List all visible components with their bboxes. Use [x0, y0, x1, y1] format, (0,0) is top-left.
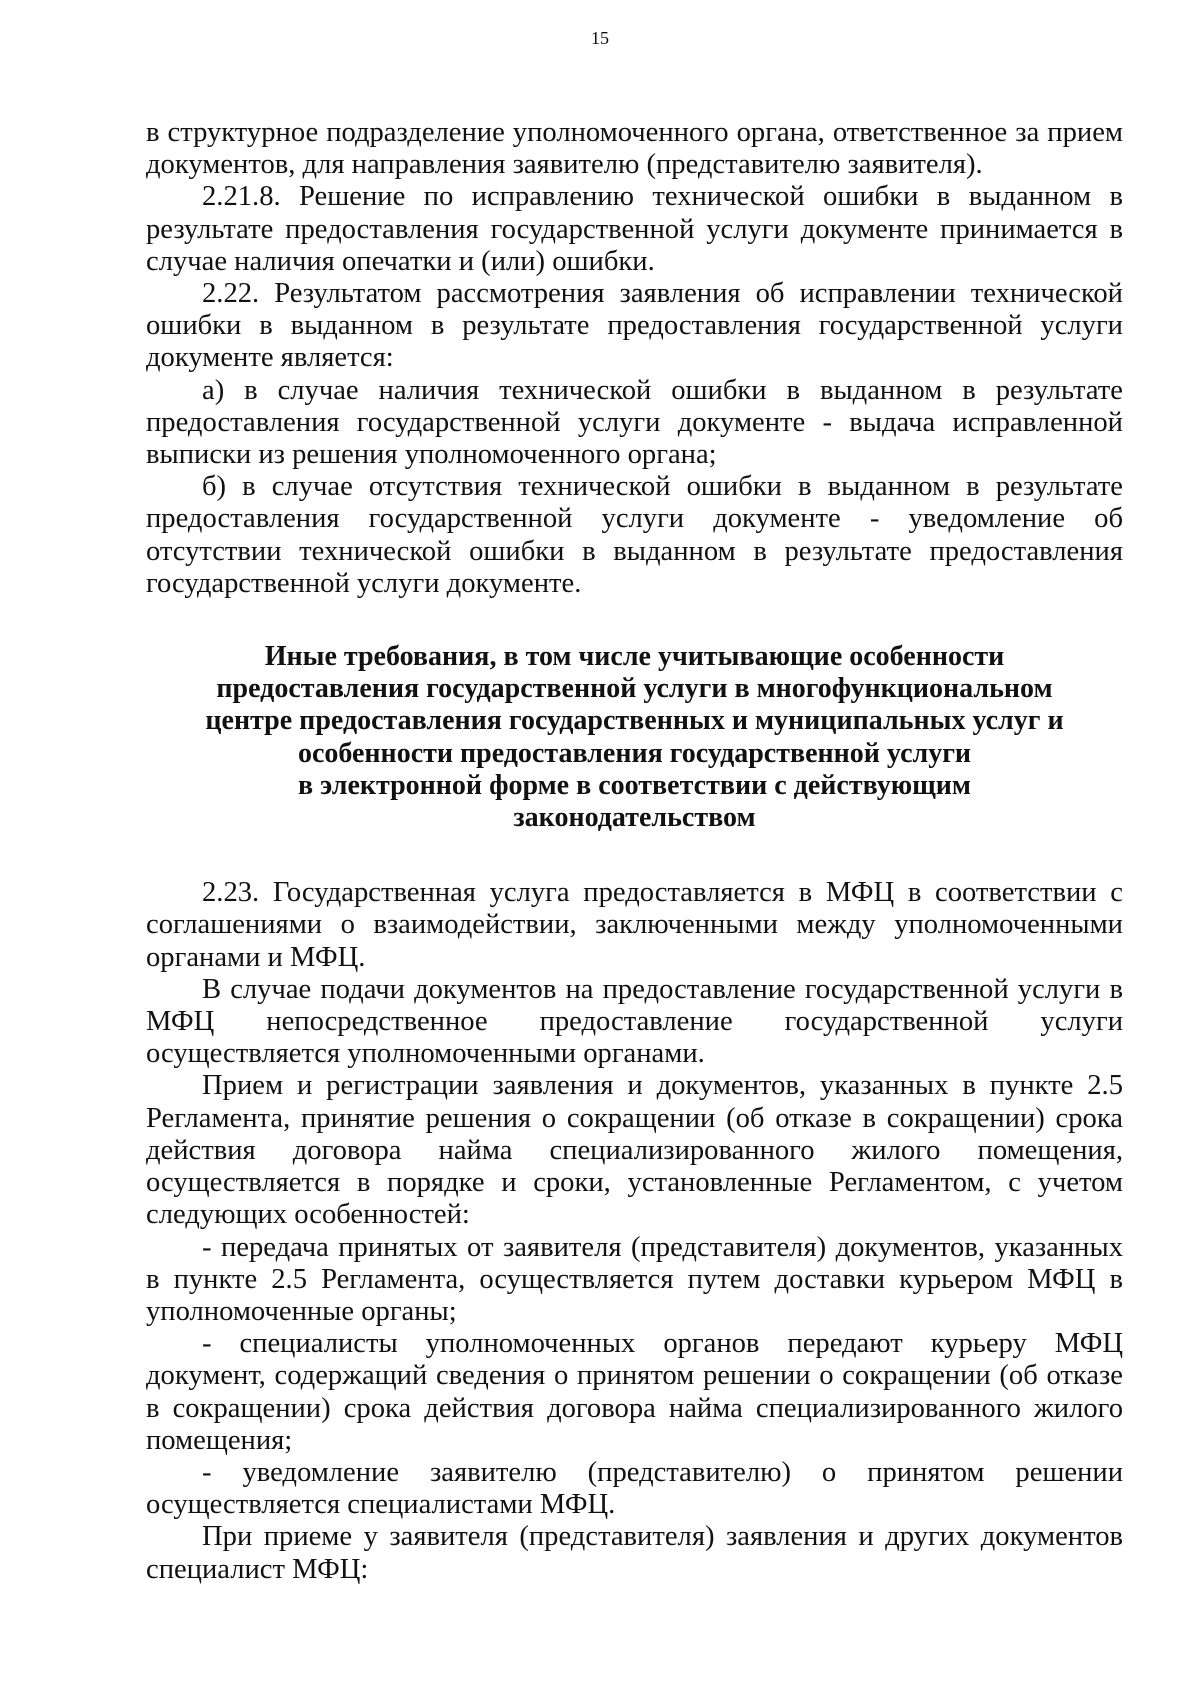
paragraph-mfc-specialist: При приеме у заявителя (представителя) заявления и других документов специалист МФЦ: — [146, 1521, 1123, 1585]
list-item-courier-delivery: - передача принятых от заявителя (представителя) документов, указанных в пункте 2.5 Регламента, осуществляется путем доставки курьером МФЦ в уполномоченные органы; — [146, 1231, 1123, 1327]
heading-line: в электронной форме в соответствии с действующим — [298, 769, 971, 801]
heading-line: особенности предоставления государственной услуги — [297, 737, 972, 769]
heading-line: Иные требования, в том числе учитывающие особенности — [264, 641, 1005, 673]
section-heading — [146, 641, 1123, 834]
heading-line: предоставления государственной услуги в многофункциональном — [216, 673, 1053, 705]
paragraph-reception-registration: Прием и регистрации заявления и документов, указанных в пункте 2.5 Регламента, принятие решения о сокращении (об отказе в сокращении) срока действия договора найма специализированного жилого помещения, осуществляется в порядке и сроки, установленные Регламентом, с учетом следующих особенностей: — [146, 1070, 1123, 1231]
paragraph-mfc-submission: В случае подачи документов на предоставление государственной услуги в МФЦ непосредственное предоставление государственной услуги осуществляется уполномоченными органами. — [146, 973, 1123, 1070]
paragraph-item-a: а) в случае наличия технической ошибки в выданном в результате предоставления государственной услуги документе - выдача исправленной выписки из решения уполномоченного органа; — [146, 374, 1123, 471]
paragraph-item-b: б) в случае отсутствия технической ошибки в выданном в результате предоставления государственной услуги документе - уведомление об отсутствии технической ошибки в выданном в результате предоставления государственной услуги документе. — [146, 471, 1123, 599]
list-item-specialists-transfer: - специалисты уполномоченных органов передают курьеру МФЦ документ, содержащий сведения о принятом решении о сокращении (об отказе в сокращении) срока действия договора найма специализированного жилого помещения; — [146, 1328, 1123, 1456]
paragraph-2-23: 2.23. Государственная услуга предоставляется в МФЦ в соответствии с соглашениями о взаимодействии, заключенными между уполномоченными органами и МФЦ. — [146, 877, 1123, 973]
paragraph-2-21-8: 2.21.8. Решение по исправлению технической ошибки в выданном в результате предоставления государственной услуги документе принимается в случае наличия опечатки и (или) ошибки. — [146, 181, 1123, 277]
paragraph-continuation: в структурное подразделение уполномоченного органа, ответственное за прием документов, для направления заявителю (представителю заявителя). — [146, 117, 1123, 181]
document-body — [146, 117, 1123, 1586]
heading-line: законодательством — [513, 802, 756, 834]
heading-line: центре предоставления государственных и муниципальных услуг и — [205, 705, 1064, 737]
list-item-notification: - уведомление заявителю (представителю) о принятом решении осуществляется специалистами МФЦ. — [146, 1456, 1123, 1521]
page-number: 15 — [591, 28, 609, 48]
paragraph-2-22: 2.22. Результатом рассмотрения заявления об исправлении технической ошибки в выданном в результате предоставления государственной услуги документе является: — [146, 278, 1123, 374]
